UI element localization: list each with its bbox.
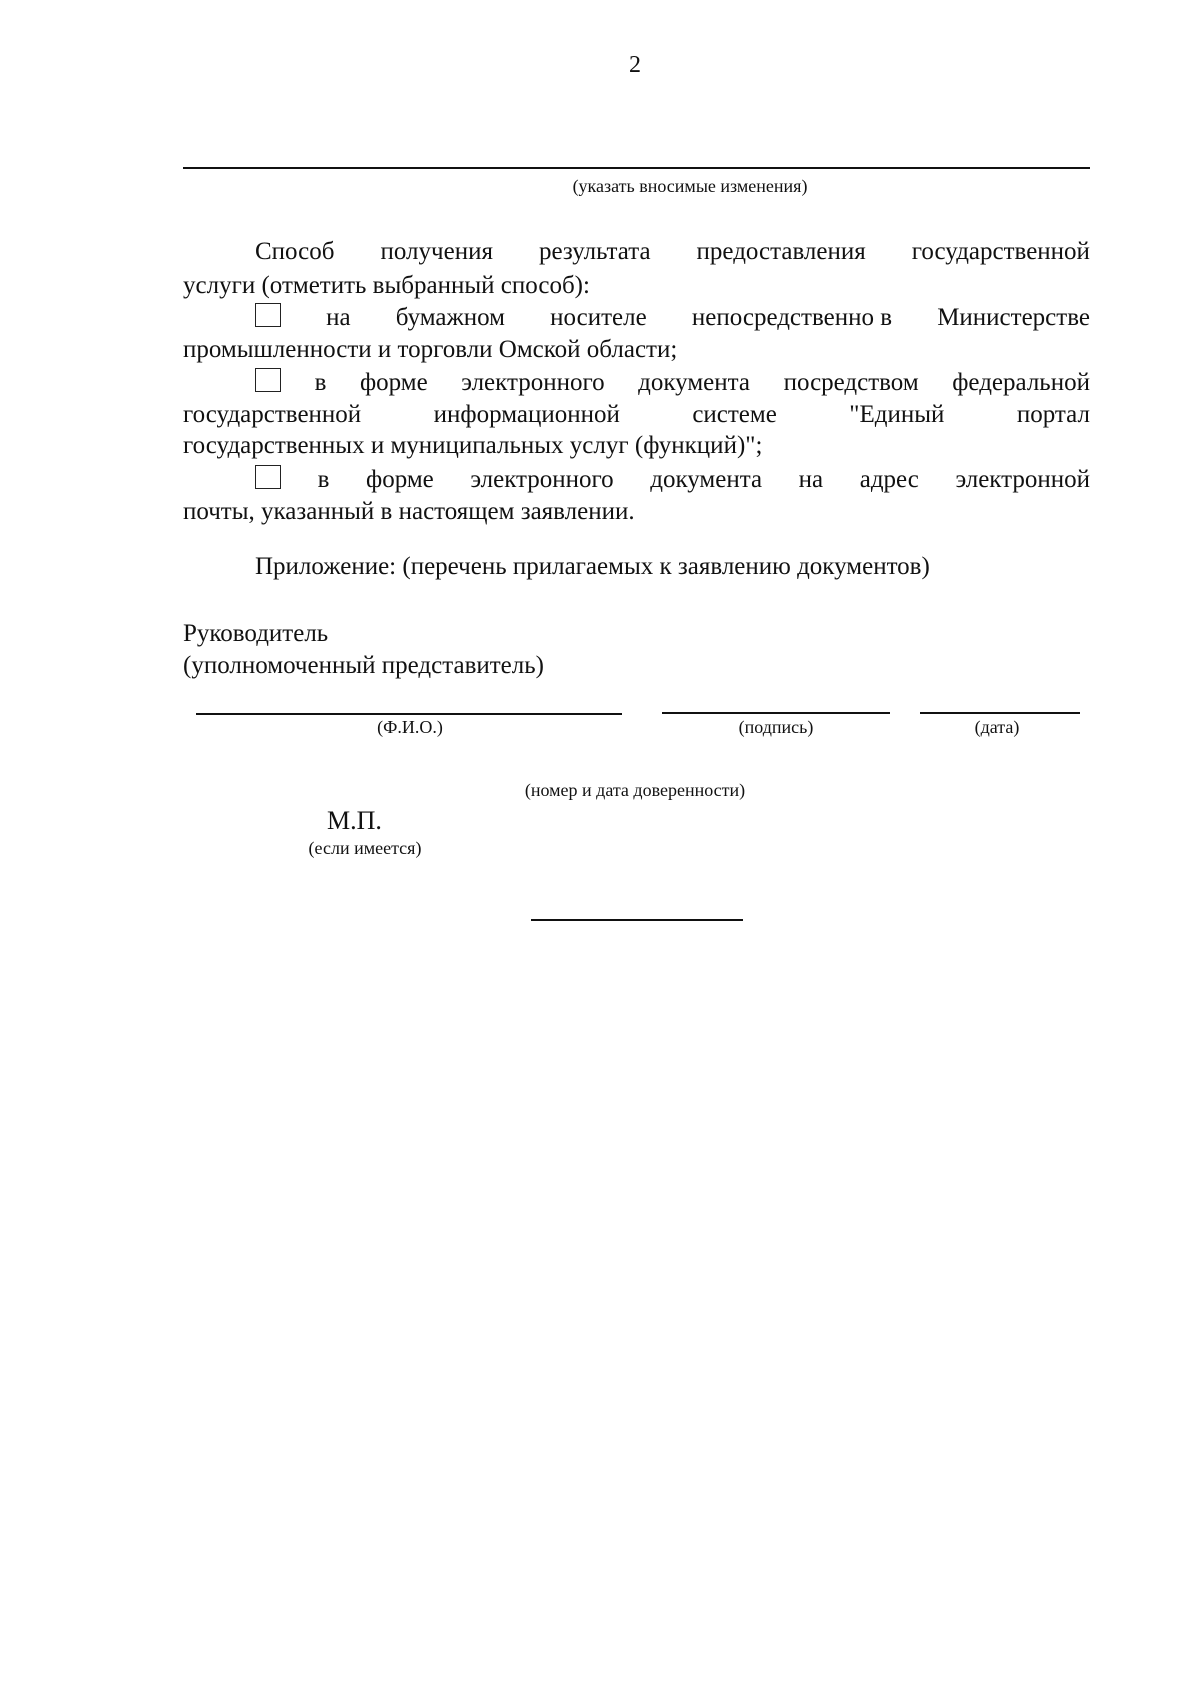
option-email-line1 — [255, 465, 1090, 495]
option-email-checkbox[interactable] — [255, 465, 281, 489]
method-intro-line1 — [255, 237, 1090, 267]
word: результата — [538, 238, 651, 265]
changes-field-line — [183, 167, 1090, 169]
power-of-attorney-caption: (номер и дата доверенности) — [524, 780, 746, 800]
page-number: 2 — [629, 52, 641, 78]
signature-line — [662, 712, 890, 714]
word: государственной — [183, 401, 362, 428]
word: федеральной — [952, 369, 1090, 396]
date-caption: (дата) — [974, 717, 1020, 737]
option-paper-line2: промышленности и торговли Омской области; — [183, 336, 678, 363]
option-portal-line1 — [255, 368, 1090, 398]
word: форме — [359, 369, 428, 396]
option-portal-checkbox[interactable] — [255, 368, 281, 392]
date-line — [920, 712, 1080, 714]
word: Способ — [255, 238, 335, 265]
word: портал — [1016, 401, 1090, 428]
appendix-line: Приложение: (перечень прилагаемых к заявлению документов) — [255, 553, 930, 580]
option-paper-line1 — [255, 303, 1090, 333]
word: государственной — [911, 238, 1090, 265]
word: Министерстве — [937, 304, 1090, 331]
option-paper-checkbox[interactable] — [255, 303, 281, 327]
word: документа — [638, 369, 750, 396]
method-intro-line2: услуги (отметить выбранный способ): — [183, 272, 590, 299]
signer-subtitle: (уполномоченный представитель) — [183, 652, 544, 679]
signature-caption: (подпись) — [738, 717, 814, 737]
word: системе — [692, 401, 777, 428]
word: предоставления — [696, 238, 866, 265]
word: документа — [650, 466, 763, 493]
word: форме — [366, 466, 434, 493]
stamp-label: М.П. — [327, 806, 382, 835]
fio-caption: (Ф.И.О.) — [377, 717, 443, 737]
option-portal-line3: государственных и муниципальных услуг (функций)"; — [183, 432, 763, 459]
fio-line — [196, 713, 622, 715]
word: электронного — [470, 466, 614, 493]
stamp-note: (если имеется) — [308, 838, 422, 858]
word: бумажном — [395, 304, 505, 331]
word: на — [798, 466, 824, 493]
word: носителе — [550, 304, 647, 331]
word: электронного — [461, 369, 605, 396]
word: посредством — [783, 369, 919, 396]
signer-title: Руководитель — [183, 620, 329, 647]
word: непосредственно в — [691, 304, 893, 331]
word: на — [326, 304, 351, 331]
word: получения — [380, 238, 493, 265]
option-email-line2: почты, указанный в настоящем заявлении. — [183, 498, 635, 525]
closing-rule — [531, 919, 743, 921]
word: адрес — [859, 466, 919, 493]
word: в — [317, 466, 330, 493]
word: информационной — [433, 401, 620, 428]
word: электронной — [955, 466, 1090, 493]
word: "Единый — [849, 401, 945, 428]
option-portal-line2 — [183, 400, 1090, 430]
changes-caption: (указать вносимые изменения) — [572, 176, 808, 196]
word: в — [314, 369, 327, 396]
